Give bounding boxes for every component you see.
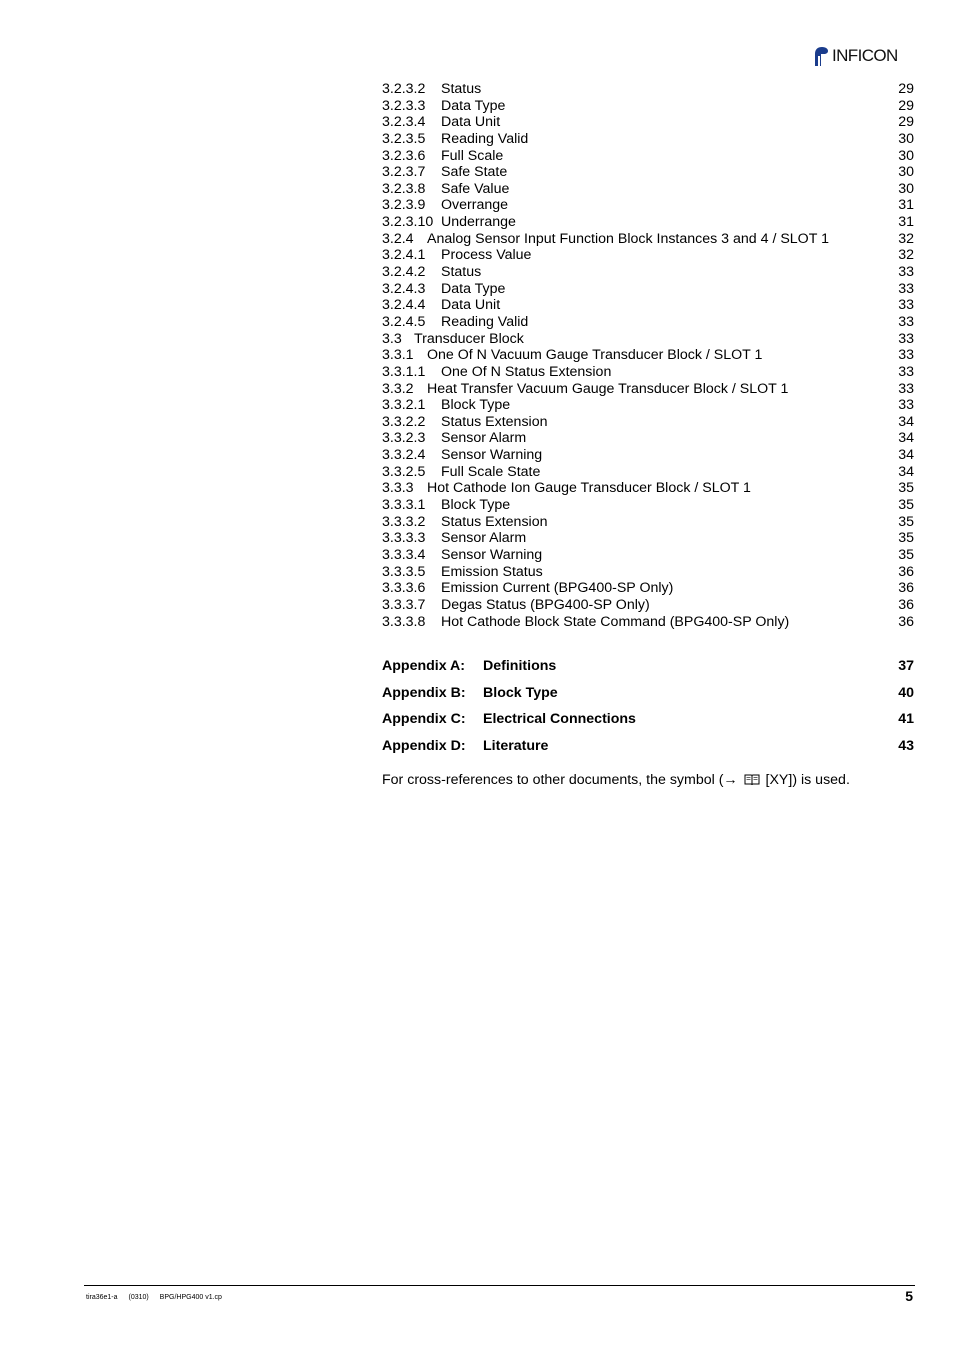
- toc-entry-title: Heat Transfer Vacuum Gauge Transducer Block / SLOT 1: [427, 380, 789, 397]
- toc-entry[interactable]: [382, 314, 914, 331]
- toc-entry-number: 3.3.3: [382, 480, 414, 497]
- toc-entry[interactable]: [382, 464, 914, 481]
- toc-entry-page: 33: [898, 347, 914, 364]
- toc-entry-title: Block Type: [441, 497, 511, 514]
- toc-entry-page: 33: [898, 397, 914, 414]
- toc-entry-title: Data Unit: [441, 297, 501, 314]
- appendix-label: Appendix D:: [382, 738, 466, 755]
- toc-entry-title: One Of N Vacuum Gauge Transducer Block / SLOT 1: [427, 347, 763, 364]
- toc-entry-title: Process Value: [441, 247, 532, 264]
- toc-entry-page: 32: [898, 230, 914, 247]
- toc-entry-number: 3.3.3.6: [382, 580, 426, 597]
- toc-entry-number: 3.3.2.2: [382, 413, 426, 430]
- toc-entry[interactable]: [382, 197, 914, 214]
- toc-entry[interactable]: [382, 580, 914, 597]
- toc-entry-number: 3.2.3.5: [382, 130, 426, 147]
- toc-entry-page: 33: [898, 330, 914, 347]
- toc-entry-page: 35: [898, 530, 914, 547]
- toc-entry-number: 3.3.2.1: [382, 397, 426, 414]
- note-text-before: For cross-references to other documents, the symbol (→: [382, 772, 738, 788]
- toc-entry[interactable]: [382, 81, 914, 98]
- toc-entry-title: Status Extension: [441, 413, 548, 430]
- toc-entry-title: Data Type: [441, 280, 506, 297]
- toc-entry[interactable]: [382, 264, 914, 281]
- toc-entry-title: Safe State: [441, 164, 508, 181]
- footer-file: BPG/HPG400 v1.cp: [159, 1294, 222, 1301]
- toc-entry-page: 30: [898, 147, 914, 164]
- toc-entry-title: Overrange: [441, 197, 509, 214]
- toc-entry-title: Sensor Warning: [441, 546, 543, 563]
- toc-entry-number: 3.2.4: [382, 230, 414, 247]
- appendix-title: Literature: [483, 738, 549, 755]
- toc-entry-number: 3.3.2.5: [382, 463, 426, 480]
- appendix-entry[interactable]: [382, 656, 914, 683]
- toc-entry[interactable]: [382, 114, 914, 131]
- toc-entry-title: Block Type: [441, 397, 511, 414]
- footer-date-code: (0310): [128, 1294, 149, 1301]
- toc-entry-number: 3.2.3.3: [382, 97, 426, 114]
- toc-entry-title: Sensor Warning: [441, 447, 543, 464]
- toc-entry-title: Analog Sensor Input Function Block Instances 3 and 4 / SLOT 1: [427, 230, 829, 247]
- toc-entry[interactable]: [382, 181, 914, 198]
- toc-entry-page: 33: [898, 380, 914, 397]
- toc-entry-title: Full Scale: [441, 147, 504, 164]
- note-text-after: [XY]) is used.: [765, 772, 850, 788]
- toc-entry[interactable]: [382, 164, 914, 181]
- toc-entry-page: 36: [898, 613, 914, 630]
- toc-entry[interactable]: [382, 98, 914, 115]
- toc-entry-title: Data Type: [441, 97, 506, 114]
- toc-entry[interactable]: [382, 331, 914, 348]
- toc-entry[interactable]: [382, 564, 914, 581]
- toc-entry-number: 3.3.3.4: [382, 546, 426, 563]
- toc-entry[interactable]: [382, 497, 914, 514]
- toc-entry[interactable]: [382, 414, 914, 431]
- toc-entry-title: Hot Cathode Block State Command (BPG400-SP Only): [441, 613, 790, 630]
- appendix-page: 41: [898, 711, 914, 728]
- toc-entry-page: 34: [898, 413, 914, 430]
- toc-entry[interactable]: [382, 364, 914, 381]
- toc-entry[interactable]: [382, 430, 914, 447]
- toc-entry-number: 3.3.2.3: [382, 430, 426, 447]
- toc-entry-page: 36: [898, 596, 914, 613]
- toc-entry-number: 3.2.3.7: [382, 164, 426, 181]
- appendix-page: 37: [898, 658, 914, 674]
- toc-entry-number: 3.3.3.5: [382, 563, 426, 580]
- toc-entry-title: Reading Valid: [441, 130, 529, 147]
- toc-entry-page: 32: [898, 247, 914, 264]
- toc-entry-number: 3.2.3.4: [382, 114, 426, 131]
- toc-entry-number: 3.3.1: [382, 347, 414, 364]
- toc-entry-title: Data Unit: [441, 114, 501, 131]
- toc-entry[interactable]: [382, 247, 914, 264]
- appendix-entry[interactable]: [382, 736, 914, 763]
- cross-reference-note: [382, 771, 850, 789]
- footer-divider: [84, 1285, 915, 1286]
- toc-entry-page: 34: [898, 447, 914, 464]
- toc-entry-number: 3.3: [382, 330, 402, 347]
- appendix-label: Appendix C:: [382, 711, 466, 728]
- appendix-page: 43: [898, 738, 914, 755]
- toc-entry-number: 3.3.3.7: [382, 596, 426, 613]
- toc-entry-page: 29: [898, 114, 914, 131]
- toc-entry-title: Hot Cathode Ion Gauge Transducer Block / SLOT 1: [427, 480, 751, 497]
- toc-entry[interactable]: [382, 530, 914, 547]
- toc-entry-title: Status: [441, 81, 482, 97]
- toc-entry-title: Emission Current (BPG400-SP Only): [441, 580, 674, 597]
- appendix-entry[interactable]: [382, 683, 914, 710]
- appendix-title: Block Type: [483, 684, 558, 701]
- toc-entry-title: Sensor Alarm: [441, 530, 527, 547]
- toc-entry-title: Full Scale State: [441, 463, 541, 480]
- footer-info: [86, 1294, 231, 1301]
- toc-entry[interactable]: [382, 514, 914, 531]
- toc-entry-title: Transducer Block: [414, 330, 524, 347]
- toc-entry-page: 35: [898, 480, 914, 497]
- toc-entry-number: 3.3.1.1: [382, 363, 426, 380]
- toc-entry-number: 3.2.3.9: [382, 197, 426, 214]
- toc-entry-page: 29: [898, 97, 914, 114]
- toc-entry-page: 33: [898, 264, 914, 281]
- toc-entry-number: 3.3.3.3: [382, 530, 426, 547]
- toc-entry-title: Safe Value: [441, 180, 510, 197]
- toc-entry-page: 36: [898, 563, 914, 580]
- toc-entry[interactable]: [382, 131, 914, 148]
- toc-entry-title: Status: [441, 264, 482, 281]
- toc-entry-number: 3.2.4.4: [382, 297, 426, 314]
- toc-entry-number: 3.2.3.6: [382, 147, 426, 164]
- toc-entry[interactable]: [382, 547, 914, 564]
- book-icon: [744, 773, 760, 786]
- toc-entry[interactable]: [382, 447, 914, 464]
- footer-doc-id: tira36e1-a: [86, 1294, 118, 1301]
- inficon-swirl-icon: [812, 45, 830, 67]
- toc-entry[interactable]: [382, 614, 914, 631]
- toc-entry-number: 3.2.3.10: [382, 214, 434, 231]
- toc-entry-title: Sensor Alarm: [441, 430, 527, 447]
- toc-entry[interactable]: [382, 381, 914, 398]
- appendix-page: 40: [898, 684, 914, 701]
- toc-entry-number: 3.3.3.1: [382, 497, 426, 514]
- inficon-logo: [812, 44, 898, 68]
- toc-entry[interactable]: [382, 597, 914, 614]
- logo-text: INFICON: [832, 46, 898, 65]
- appendix-entry[interactable]: [382, 709, 914, 736]
- toc-entry[interactable]: [382, 397, 914, 414]
- toc-entry-number: 3.3.3.8: [382, 613, 426, 630]
- toc-entry-number: 3.2.3.8: [382, 180, 426, 197]
- toc-entry-page: 35: [898, 546, 914, 563]
- toc-entry-title: One Of N Status Extension: [441, 363, 612, 380]
- toc-entry-page: 33: [898, 363, 914, 380]
- toc-entry[interactable]: [382, 297, 914, 314]
- toc-entry-title: Underrange: [441, 214, 516, 231]
- toc-entry-number: 3.2.3.2: [382, 81, 426, 97]
- toc-entry-title: Reading Valid: [441, 313, 529, 330]
- toc-entry-page: 35: [898, 497, 914, 514]
- toc-entry-number: 3.2.4.5: [382, 313, 426, 330]
- page-number: 5: [905, 1288, 913, 1304]
- toc-entry-page: 30: [898, 164, 914, 181]
- appendix-title: Definitions: [483, 658, 557, 674]
- appendix-title: Electrical Connections: [483, 711, 636, 728]
- appendix-label: Appendix A:: [382, 658, 466, 674]
- toc-entry-number: 3.3.2.4: [382, 447, 426, 464]
- table-of-contents: [382, 81, 914, 630]
- toc-entry-number: 3.2.4.1: [382, 247, 426, 264]
- toc-entry-page: 30: [898, 180, 914, 197]
- toc-entry[interactable]: [382, 480, 914, 497]
- toc-entry-title: Emission Status: [441, 563, 543, 580]
- toc-entry-number: 3.3.2: [382, 380, 414, 397]
- toc-entry[interactable]: [382, 214, 914, 231]
- appendix-list: [382, 656, 914, 763]
- toc-entry[interactable]: [382, 347, 914, 364]
- toc-entry-number: 3.2.4.3: [382, 280, 426, 297]
- toc-entry-page: 33: [898, 297, 914, 314]
- toc-entry-page: 33: [898, 313, 914, 330]
- toc-entry-title: Degas Status (BPG400-SP Only): [441, 596, 650, 613]
- toc-entry-page: 31: [898, 197, 914, 214]
- toc-entry-page: 29: [898, 81, 914, 97]
- toc-entry-page: 36: [898, 580, 914, 597]
- toc-entry-page: 33: [898, 280, 914, 297]
- toc-entry-number: 3.2.4.2: [382, 264, 426, 281]
- appendix-label: Appendix B:: [382, 684, 466, 701]
- toc-entry-page: 34: [898, 430, 914, 447]
- toc-entry-title: Status Extension: [441, 513, 548, 530]
- toc-entry[interactable]: [382, 148, 914, 165]
- toc-entry-number: 3.3.3.2: [382, 513, 426, 530]
- toc-entry[interactable]: [382, 231, 914, 248]
- toc-entry-page: 30: [898, 130, 914, 147]
- toc-entry-page: 35: [898, 513, 914, 530]
- toc-entry-page: 34: [898, 463, 914, 480]
- toc-entry[interactable]: [382, 281, 914, 298]
- toc-entry-page: 31: [898, 214, 914, 231]
